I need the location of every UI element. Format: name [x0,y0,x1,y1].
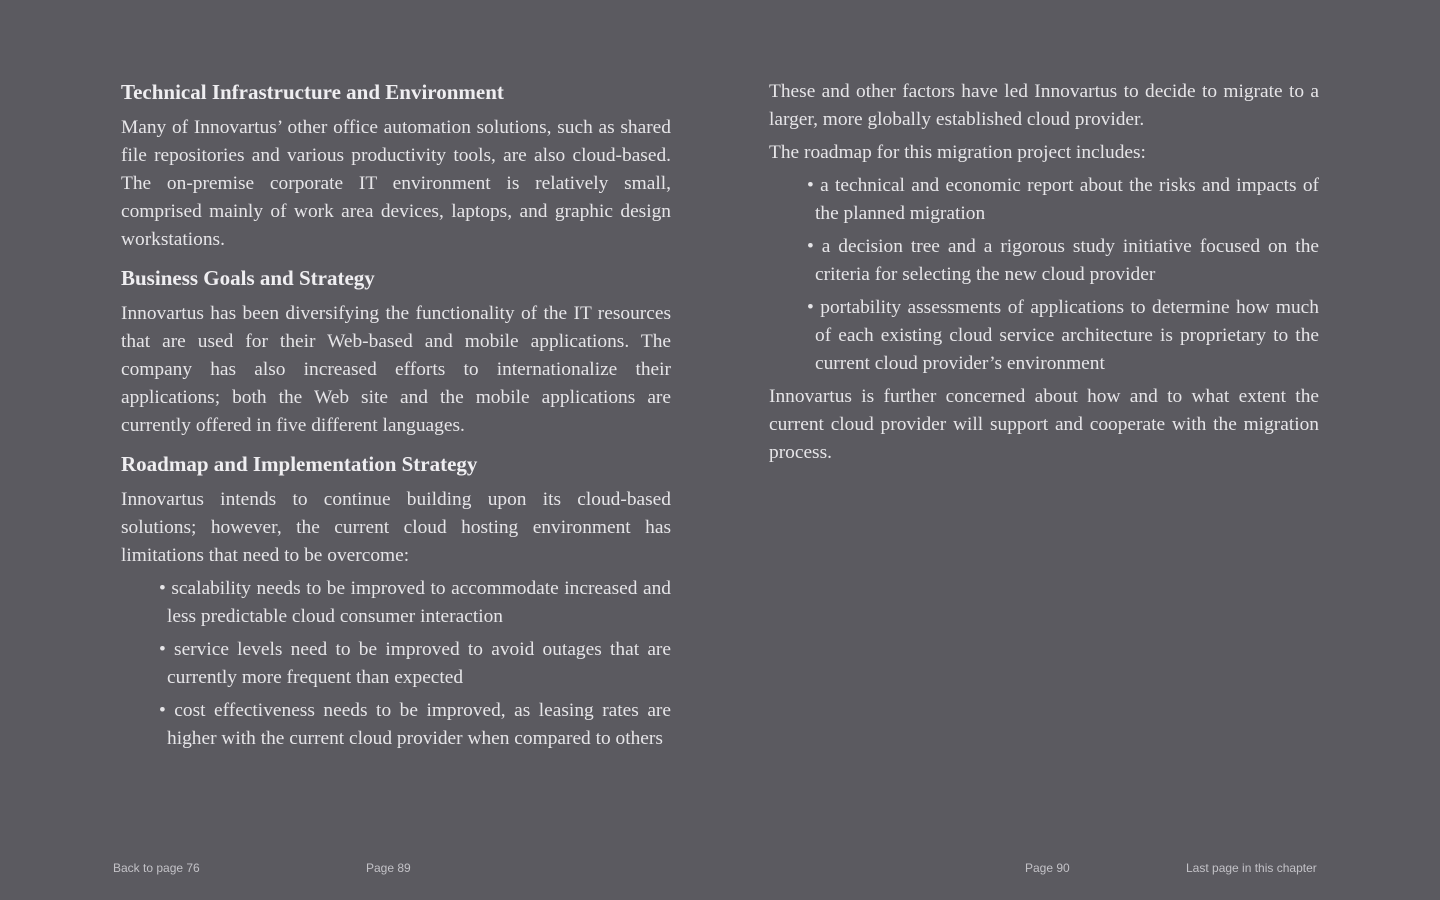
paragraph: The roadmap for this migration project includes: [769,142,1146,163]
list-item: • a technical and economic report about the risks and impacts of the planned migration [807,172,1319,228]
section-heading: Business Goals and Strategy [121,266,375,290]
list-item: • service levels need to be improved to avoid outages that are currently more frequent than expected [159,636,671,692]
right-page [769,74,1319,472]
list-item: • portability assessments of applications to determine how much of each existing cloud service architecture is proprietary to the current cloud provider’s environment [807,294,1319,378]
paragraph: Innovartus is further concerned about how and to what extent the current cloud provider will support and cooperate with the migration process. [769,386,1319,463]
chapter-status: Last page in this chapter [1186,861,1317,875]
section-heading: Roadmap and Implementation Strategy [121,452,478,476]
section-paragraph: Innovartus has been diversifying the functionality of the IT resources that are used for their Web-based and mobile applications. The company has also increased efforts to internationalize their applications; both the Web site and the mobile applications are currently offered in five different languages. [121,303,671,436]
paragraph: These and other factors have led Innovartus to decide to migrate to a larger, more globally established cloud provider. [769,81,1319,130]
bullet-list [121,575,671,753]
right-page-number: Page 90 [1025,861,1070,875]
section-heading: Technical Infrastructure and Environment [121,80,504,104]
list-item: • cost effectiveness needs to be improved, as leasing rates are higher with the current cloud provider when compared to others [159,697,671,753]
left-page [121,74,671,758]
section-paragraph: Many of Innovartus’ other office automation solutions, such as shared file repositories and various productivity tools, are also cloud-based. The on-premise corporate IT environment is relatively small, comprised mainly of work area devices, laptops, and graphic design workstations. [121,117,671,250]
left-page-number: Page 89 [366,861,411,875]
section-paragraph: Innovartus intends to continue building upon its cloud-based solutions; however, the current cloud hosting environment has limitations that need to be overcome: [121,489,671,566]
list-item: • a decision tree and a rigorous study initiative focused on the criteria for selecting the new cloud provider [807,233,1319,289]
bullet-list [769,172,1319,378]
list-item: • scalability needs to be improved to accommodate increased and less predictable cloud consumer interaction [159,575,671,631]
back-to-page-link[interactable]: Back to page 76 [113,861,200,875]
